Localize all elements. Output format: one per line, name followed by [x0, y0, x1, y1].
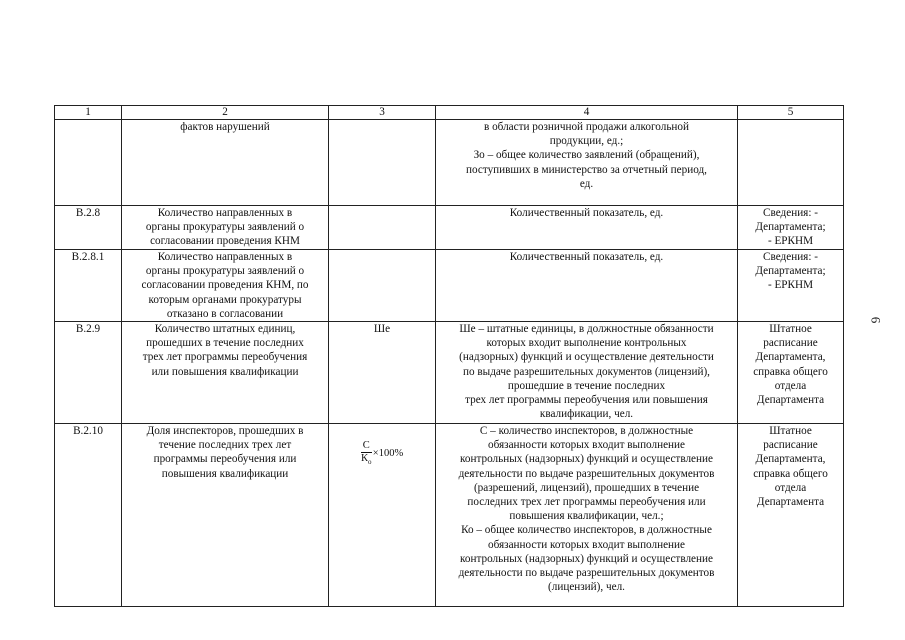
header-col-3: 3: [329, 106, 436, 120]
source-line: расписание: [763, 439, 818, 452]
row-id: В.2.8.1: [55, 250, 122, 322]
row-name: [122, 120, 329, 206]
desc-line: повышения квалификации, чел.;: [509, 510, 664, 523]
name-line: Количество штатных единиц,: [154, 323, 296, 336]
formula-fraction: [361, 440, 403, 468]
source-line: отдела: [774, 379, 807, 392]
source-line: справка общего: [753, 467, 828, 480]
desc-line: которых входит выполнение контрольных: [486, 337, 687, 350]
name-line: Количество направленных в: [157, 207, 293, 219]
desc-line: деятельности по выдаче разрешительных документов: [458, 467, 715, 480]
source-line: Департамента,: [755, 453, 826, 466]
desc-line: ед.: [579, 177, 594, 190]
name-line: Доля инспекторов, прошедших в: [146, 425, 304, 438]
row-formula: [329, 206, 436, 250]
row-formula: [329, 424, 436, 607]
desc-line: Количественный показатель, ед.: [509, 207, 664, 219]
desc-line: Ше – штатные единицы, в должностные обязанности: [459, 323, 714, 336]
row-formula: [329, 250, 436, 322]
row-name: [122, 250, 329, 322]
source-line: Департамента;: [755, 221, 826, 234]
desc-line: трех лет программы переобучения или повышения: [465, 394, 708, 407]
header-row: [55, 106, 844, 120]
source-line: справка общего: [753, 365, 828, 378]
name-line: трех лет программы переобучения: [142, 351, 308, 364]
source-line: Департамента: [756, 394, 825, 407]
desc-line: (надзорных) функций и осуществление деятельности: [459, 351, 714, 364]
row-desc: [436, 424, 738, 607]
name-line: Количество направленных в: [157, 251, 293, 263]
source-line: Департамента,: [755, 351, 826, 364]
formula-multiplier: ×100%: [372, 447, 404, 459]
row-desc: [436, 250, 738, 322]
name-line: фактов нарушений: [180, 121, 270, 133]
table-row: [55, 250, 844, 322]
desc-line: Количественный показатель, ед.: [509, 251, 664, 263]
row-desc: [436, 206, 738, 250]
source-line: Штатное: [769, 425, 812, 438]
name-line: повышения квалификации: [161, 467, 289, 480]
formula-numerator: С: [362, 440, 370, 452]
row-id: В.2.9: [55, 322, 122, 424]
header-col-4: 4: [436, 106, 738, 120]
desc-line: продукции, ед.;: [549, 135, 624, 148]
name-line: отказано в согласовании: [166, 307, 284, 320]
table-row: [55, 322, 844, 424]
row-source: [738, 250, 844, 322]
indicator-table: [54, 105, 844, 607]
source-line: Штатное: [769, 323, 812, 336]
source-line: расписание: [763, 337, 818, 350]
header-col-1: 1: [55, 106, 122, 120]
name-line: органы прокуратуры заявлений о: [145, 221, 305, 234]
desc-line: в области розничной продажи алкогольной: [484, 121, 689, 133]
row-source: [738, 206, 844, 250]
desc-line: поступивших в министерство за отчетный период,: [466, 163, 707, 176]
source-line: Департамента;: [755, 265, 826, 278]
desc-line: обязанности которых входит выполнение: [488, 538, 685, 551]
header-col-2: 2: [122, 106, 329, 120]
desc-line: контрольных (надзорных) функций и осуществление: [460, 453, 713, 466]
row-source: [738, 322, 844, 424]
desc-line: С – количество инспекторов, в должностные: [479, 425, 694, 438]
formula-denominator: $К_о$: [361, 453, 372, 467]
row-source: [738, 120, 844, 206]
name-line: согласовании проведения КНМ: [150, 235, 300, 248]
desc-line: квалификации, чел.: [539, 408, 634, 421]
row-desc: [436, 120, 738, 206]
name-line: прошедших в течение последних: [146, 337, 304, 350]
row-formula: [329, 120, 436, 206]
name-line: программы переобучения или: [153, 453, 297, 466]
row-id: В.2.10: [55, 424, 122, 607]
desc-line: по выдаче разрешительных документов (лицензий),: [463, 365, 710, 378]
header-col-5: 5: [738, 106, 844, 120]
desc-line: прошедшие в течение последних: [507, 379, 666, 392]
table-row: [55, 206, 844, 250]
source-line: - ЕРКНМ: [767, 279, 814, 292]
source-line: Сведения: -: [763, 207, 818, 219]
name-line: течение последних трех лет: [158, 439, 292, 452]
row-name: [122, 322, 329, 424]
row-name: [122, 424, 329, 607]
name-line: которым органами прокуратуры: [148, 293, 302, 306]
desc-line: деятельности по выдаче разрешительных документов: [458, 567, 715, 580]
table-row: [55, 424, 844, 607]
source-line: отдела: [774, 481, 807, 494]
name-line: согласовании проведения КНМ, по: [141, 279, 309, 292]
row-formula: Ше: [329, 322, 436, 424]
source-line: - ЕРКНМ: [767, 235, 814, 248]
desc-line: (разрешений, лицензий), прошедших в течение: [473, 481, 700, 494]
desc-line: контрольных (надзорных) функций и осуществление: [460, 552, 713, 565]
source-line: Департамента: [756, 496, 825, 509]
row-name: [122, 206, 329, 250]
row-source: [738, 424, 844, 607]
source-line: Сведения: -: [763, 251, 818, 263]
desc-line: Зо – общее количество заявлений (обращений),: [473, 149, 700, 162]
page-number: 6: [868, 316, 884, 324]
row-desc: [436, 322, 738, 424]
row-id: В.2.8: [55, 206, 122, 250]
desc-line: последних трех лет программы переобучения или: [467, 496, 706, 509]
table-row: [55, 120, 844, 206]
name-line: органы прокуратуры заявлений о: [145, 265, 305, 278]
desc-line: Ко – общее количество инспекторов, в должностные: [461, 524, 712, 537]
row-id: [55, 120, 122, 206]
desc-line: обязанности которых входит выполнение: [488, 439, 685, 452]
name-line: или повышения квалификации: [151, 365, 299, 378]
desc-line: (лицензий), чел.: [548, 581, 625, 594]
